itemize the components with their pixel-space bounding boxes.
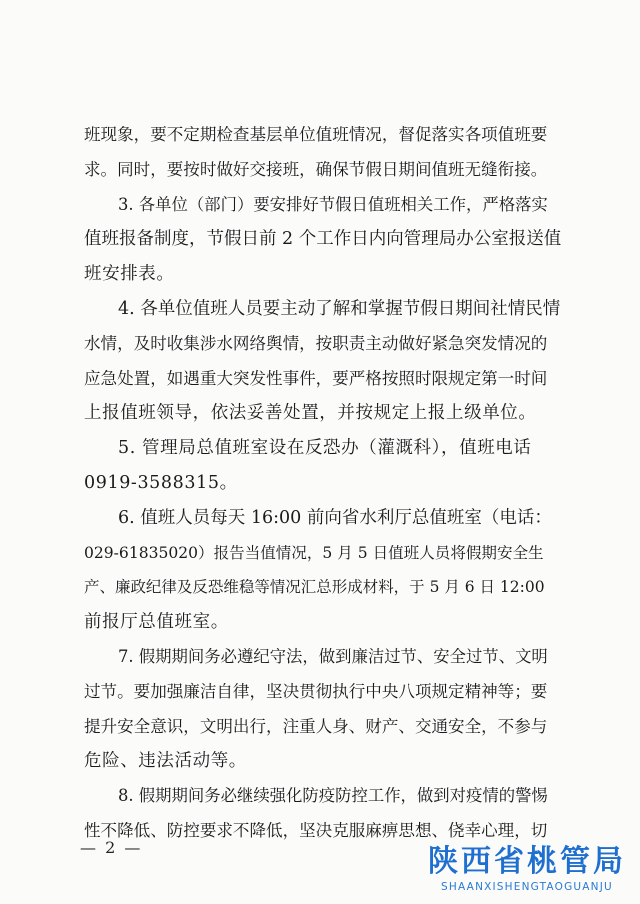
body-line: 水情，及时收集涉水网络舆情，按职责主动做好紧急突发情况的 <box>84 333 548 353</box>
body-line: 5. 管理局总值班室设在反恐办（灌溉科），值班电话 <box>118 438 532 459</box>
body-line: 应急处置，如遇重大突发性事件，要严格按照时限规定第一时间 <box>84 368 548 388</box>
body-line: 0919-3588315。 <box>84 472 238 493</box>
body-line: 班现象，要不定期检查基层单位值班情况，督促落实各项值班要 <box>84 125 548 144</box>
watermark-logo <box>420 844 634 894</box>
body-line: 4. 各单位值班人员要主动了解和掌握节假日期间社情民情 <box>118 298 561 319</box>
body-line: 产、廉政纪律及反恐维稳等情况汇总形成材料，于 5 月 6 日 12:00 <box>84 578 545 597</box>
body-line: 8. 假期期间务必继续强化防疫防控工作，做到对疫情的警惕 <box>118 786 548 806</box>
body-line: 班安排表。 <box>84 264 175 285</box>
watermark-title: 陕西省桃管局 <box>428 844 626 879</box>
body-line: 值班报备制度，节假日前 2 个工作日内向管理局办公室报送值 <box>84 229 562 250</box>
body-line: 性不降低、防控要求不降低，坚决克服麻痹思想、侥幸心理，切 <box>84 820 548 840</box>
body-line: 过节。要加强廉洁自律，坚决贯彻执行中央八项规定精神等；要 <box>84 681 548 701</box>
page-number: — 2 — <box>80 838 143 857</box>
body-line: 6. 值班人员每天 16:00 前向省水利厅总值班室（电话： <box>118 507 552 528</box>
body-line: 7. 假期期间务必遵纪守法，做到廉洁过节、安全过节、文明 <box>118 646 548 666</box>
body-line: 前报厅总值班室。 <box>84 612 229 633</box>
body-line: 危险、违法活动等。 <box>84 751 247 772</box>
body-line: 上报值班领导，依法妥善处置，并按规定上报上级单位。 <box>84 403 537 424</box>
document-body <box>84 118 564 849</box>
watermark-subtitle: SHAANXISHENGTAOGUANJU <box>441 881 613 893</box>
body-line: 3. 各单位（部门）要安排好节假日值班相关工作，严格落实 <box>118 194 548 214</box>
body-line: 求。同时，要按时做好交接班，确保节假日期间值班无缝衔接。 <box>84 159 548 179</box>
body-line: 提升安全意识，文明出行，注重人身、财产、交通安全，不参与 <box>84 716 548 736</box>
body-line: 029-61835020）报告当值情况，5 月 5 日值班人员将假期安全生 <box>84 543 544 562</box>
